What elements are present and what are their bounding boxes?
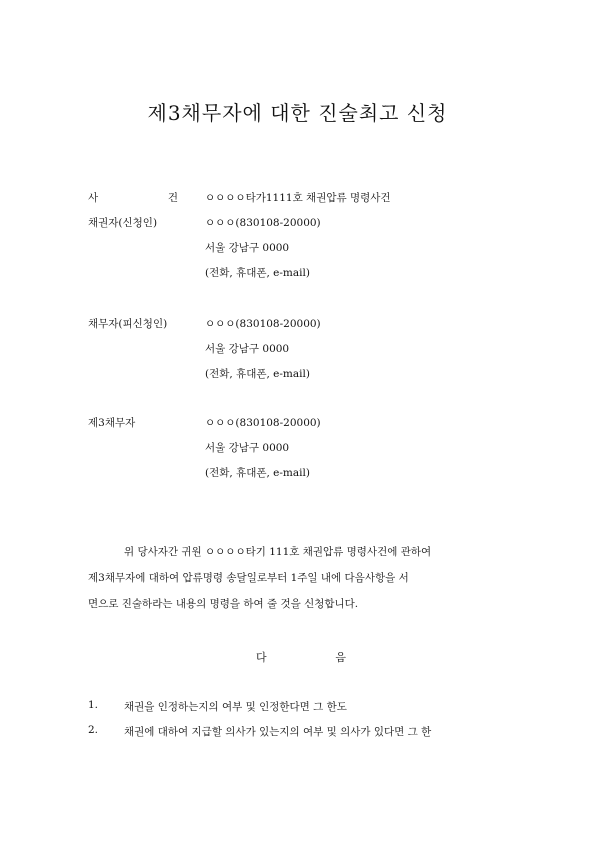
- creditor-id: ㅇㅇㅇ(830108-20000): [205, 217, 321, 229]
- item-text: 채권을 인정하는지의 여부 및 인정한다면 그 한도: [124, 701, 347, 713]
- item-number: 2.: [88, 724, 99, 736]
- third-debtor-id: ㅇㅇㅇ(830108-20000): [205, 417, 321, 429]
- third-debtor-contact: (전화, 휴대폰, e-mail): [205, 467, 310, 479]
- document-title: 제3채무자에 대한 진술최고 신청: [147, 101, 448, 125]
- debtor-label: 채무자(피신청인): [88, 318, 168, 330]
- creditor-contact: (전화, 휴대폰, e-mail): [205, 267, 310, 279]
- item-number: 1.: [88, 699, 99, 711]
- body-line: 위 당사자간 귀원 ㅇㅇㅇㅇ타기 111호 채권압류 명령사건에 관하여: [124, 546, 432, 558]
- heading-char: 다: [256, 651, 267, 664]
- third-debtor-address: 서울 강남구 0000: [205, 442, 290, 454]
- body-line: 면으로 진술하라는 내용의 명령을 하여 줄 것을 신청합니다.: [88, 598, 359, 610]
- case-value: ㅇㅇㅇㅇ타가1111호 채권압류 명령사건: [205, 192, 391, 204]
- section-heading: [256, 649, 346, 665]
- case-label: [88, 190, 178, 205]
- debtor-address: 서울 강남구 0000: [205, 343, 290, 355]
- heading-char: 음: [335, 651, 346, 664]
- item-text: 채권에 대하여 지급할 의사가 있는지의 여부 및 의사가 있다면 그 한: [124, 726, 432, 738]
- debtor-id: ㅇㅇㅇ(830108-20000): [205, 318, 321, 330]
- body-line: 제3채무자에 대하여 압류명령 송달일로부터 1주일 내에 다음사항을 서: [88, 572, 409, 584]
- creditor-address: 서울 강남구 0000: [205, 242, 290, 254]
- case-label-char: 사: [88, 192, 99, 204]
- debtor-contact: (전화, 휴대폰, e-mail): [205, 368, 310, 380]
- case-label-char: 건: [167, 192, 178, 204]
- creditor-label: 채권자(신청인): [88, 217, 158, 229]
- third-debtor-label: 제3채무자: [88, 417, 136, 429]
